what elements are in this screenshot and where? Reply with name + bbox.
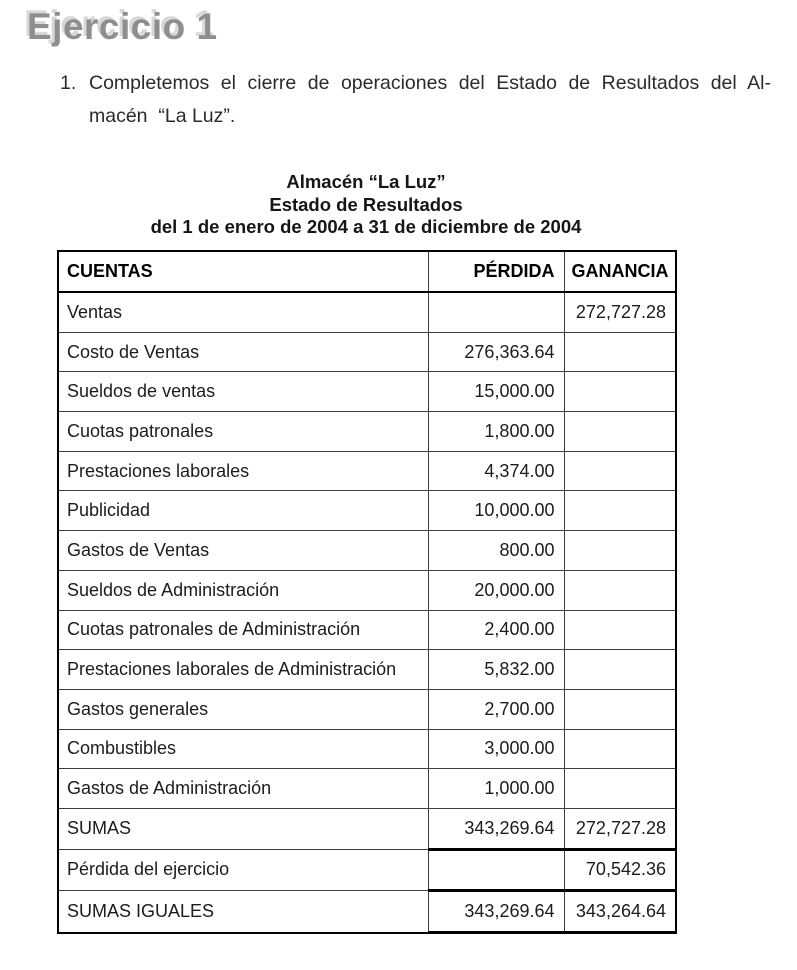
ganancia-cell	[564, 689, 676, 729]
table-row	[58, 729, 676, 769]
perdida-cell: 1,000.00	[428, 769, 564, 809]
ganancia-cell: 272,727.28	[564, 808, 676, 849]
perdida-cell: 343,269.64	[428, 808, 564, 849]
perdida-cell	[428, 292, 564, 332]
perdida-cell	[428, 849, 564, 891]
perdida-cell: 2,400.00	[428, 610, 564, 650]
perdida-cell: 20,000.00	[428, 570, 564, 610]
cuenta-cell: Costo de Ventas	[58, 332, 428, 372]
table-row	[58, 570, 676, 610]
table-row-perdida-ejercicio	[58, 849, 676, 891]
instruction-text-line-2: macén “La Luz”.	[89, 105, 236, 127]
cuenta-cell: Ventas	[58, 292, 428, 332]
column-header-ganancia: GANANCIA	[564, 251, 676, 292]
table-row	[58, 769, 676, 809]
cuenta-cell: Publicidad	[58, 491, 428, 531]
table-row	[58, 372, 676, 412]
perdida-cell: 800.00	[428, 531, 564, 571]
table-row	[58, 491, 676, 531]
cuenta-cell: SUMAS	[58, 808, 428, 849]
perdida-cell: 10,000.00	[428, 491, 564, 531]
cuenta-cell: Gastos generales	[58, 689, 428, 729]
ganancia-cell: 343,264.64	[564, 891, 676, 933]
ganancia-cell	[564, 650, 676, 690]
perdida-cell: 1,800.00	[428, 412, 564, 452]
results-table	[57, 250, 677, 934]
perdida-cell: 15,000.00	[428, 372, 564, 412]
cuenta-cell: Gastos de Ventas	[58, 531, 428, 571]
table-row	[58, 610, 676, 650]
instruction-item-number: 1.	[60, 72, 77, 94]
perdida-cell: 5,832.00	[428, 650, 564, 690]
cuenta-cell: Prestaciones laborales de Administración	[58, 650, 428, 690]
ganancia-cell	[564, 332, 676, 372]
table-row	[58, 292, 676, 332]
ganancia-cell	[564, 531, 676, 571]
perdida-cell: 3,000.00	[428, 729, 564, 769]
statement-company-name: Almacén “La Luz”	[286, 171, 446, 192]
perdida-cell: 276,363.64	[428, 332, 564, 372]
cuenta-cell: Cuotas patronales de Administración	[58, 610, 428, 650]
statement-title-block	[57, 171, 675, 239]
column-header-cuentas: CUENTAS	[58, 251, 428, 292]
table-row	[58, 650, 676, 690]
ganancia-cell	[564, 491, 676, 531]
table-row	[58, 689, 676, 729]
cuenta-cell: Sueldos de ventas	[58, 372, 428, 412]
perdida-cell: 4,374.00	[428, 451, 564, 491]
perdida-cell: 2,700.00	[428, 689, 564, 729]
statement-report-name: Estado de Resultados	[269, 193, 463, 215]
header-row	[58, 251, 676, 292]
ganancia-cell	[564, 769, 676, 809]
table-row-sumas	[58, 808, 676, 849]
cuenta-cell: Sueldos de Administración	[58, 570, 428, 610]
table-row	[58, 451, 676, 491]
ganancia-cell	[564, 372, 676, 412]
instruction-paragraph	[60, 67, 771, 133]
statement-period: del 1 de enero de 2004 a 31 de diciembre de 2004	[150, 216, 582, 237]
ganancia-cell: 70,542.36	[564, 849, 676, 891]
table-row-sumas-iguales	[58, 891, 676, 933]
ganancia-cell	[564, 451, 676, 491]
cuenta-cell: Combustibles	[58, 729, 428, 769]
cuenta-cell: Cuotas patronales	[58, 412, 428, 452]
page-title: Ejercicio 1	[27, 6, 218, 47]
cuenta-cell: Gastos de Administración	[58, 769, 428, 809]
column-header-perdida: PÉRDIDA	[428, 251, 564, 292]
table-row	[58, 332, 676, 372]
ganancia-cell	[564, 570, 676, 610]
instruction-text	[89, 67, 771, 133]
ganancia-cell	[564, 729, 676, 769]
ganancia-cell	[564, 412, 676, 452]
ganancia-cell: 272,727.28	[564, 292, 676, 332]
cuenta-cell: Prestaciones laborales	[58, 451, 428, 491]
perdida-cell: 343,269.64	[428, 891, 564, 933]
instruction-text-line-1: Completemos el cierre de operaciones del Estado de Resultados del Al-	[89, 72, 771, 94]
cuenta-cell: Pérdida del ejercicio	[58, 849, 428, 891]
ganancia-cell	[564, 610, 676, 650]
cuenta-cell: SUMAS IGUALES	[58, 891, 428, 933]
table-row	[58, 531, 676, 571]
table-row	[58, 412, 676, 452]
